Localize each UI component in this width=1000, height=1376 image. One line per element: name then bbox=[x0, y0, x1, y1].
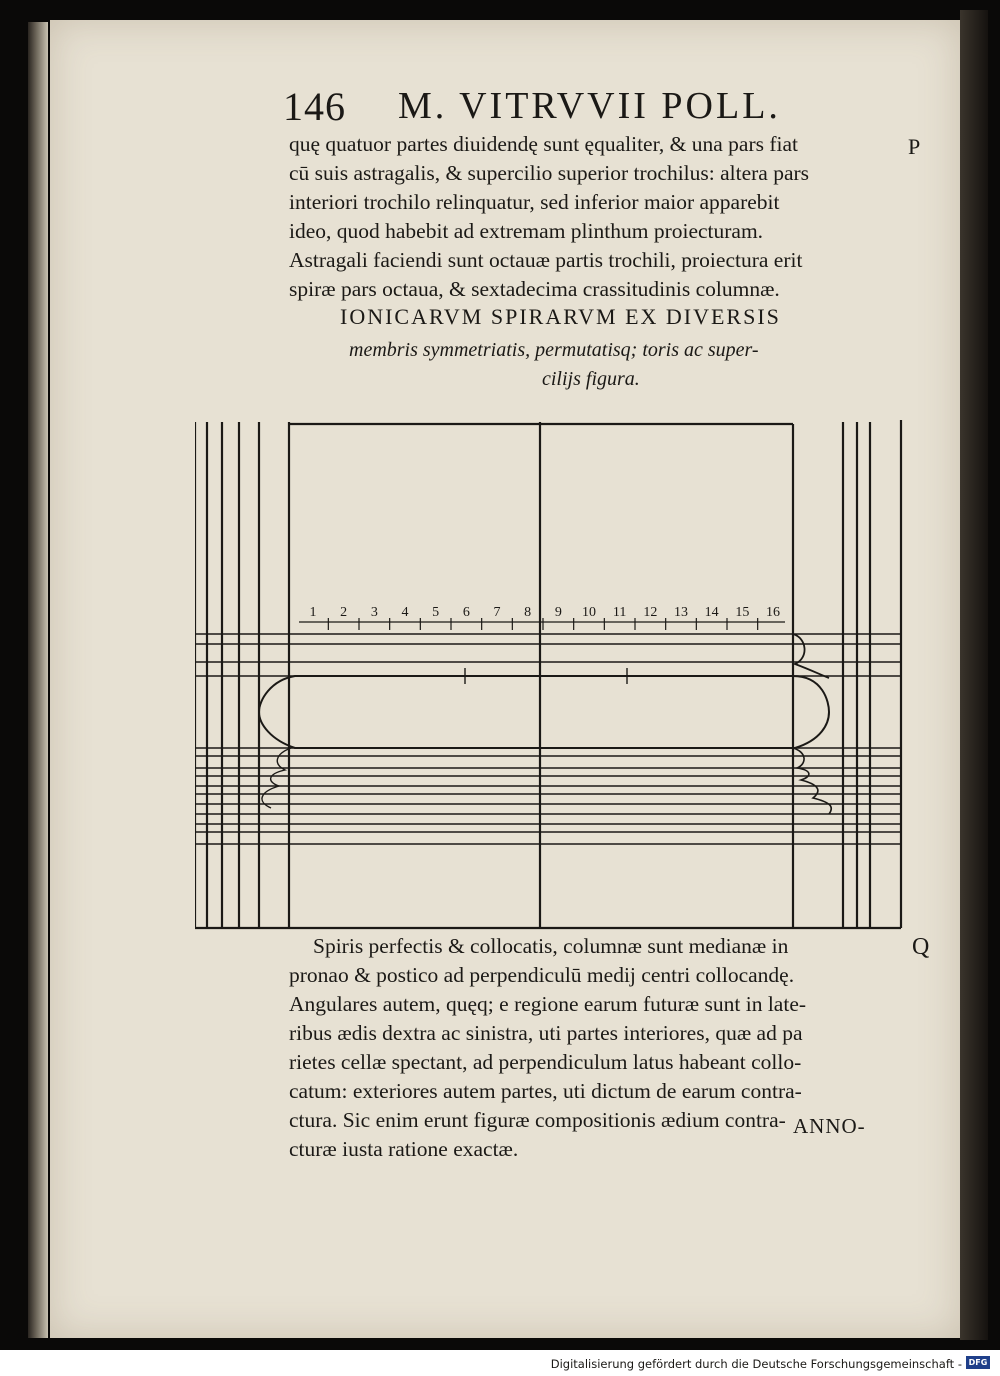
figure-caption-line: membris symmetriatis, permutatisq; toris ac super- bbox=[349, 339, 759, 361]
body-line: cū suis astragalis, & supercilio superior trochilus: altera pars bbox=[289, 161, 810, 185]
body-line: cturæ iusta ratione exactæ. bbox=[289, 1137, 519, 1161]
body-line: ribus ædis dextra ac sinistra, uti partes interiores, quæ ad pa bbox=[289, 1021, 803, 1045]
scale-label-13: 13 bbox=[674, 605, 688, 620]
scale-label-16: 16 bbox=[766, 605, 780, 620]
scale-label-7: 7 bbox=[493, 605, 501, 620]
ionic-base-diagram bbox=[195, 418, 903, 934]
body-line: quę quatuor partes diuidendę sunt ęqualiter, & una pars fiat bbox=[289, 132, 799, 156]
book-edge bbox=[960, 10, 988, 1340]
supercilium-profile bbox=[793, 634, 829, 678]
scale-label-8: 8 bbox=[524, 605, 532, 620]
body-line: ideo, quod habebit ad extremam plinthum proiecturam. bbox=[289, 219, 764, 243]
body-line: interiori trochilo relinquatur, sed inferior maior apparebit bbox=[289, 190, 780, 214]
scale-label-11: 11 bbox=[612, 605, 627, 620]
catchword: ANNO- bbox=[793, 1114, 866, 1138]
margin-letter-q: Q bbox=[912, 934, 930, 960]
scale-label-5: 5 bbox=[432, 605, 440, 620]
section-heading: IONICARVM SPIRARVM EX DIVERSIS bbox=[340, 304, 781, 329]
running-title: M. VITRVVII POLL. bbox=[398, 85, 781, 127]
scale-label-14: 14 bbox=[704, 605, 719, 620]
dfg-logo: DFG bbox=[966, 1356, 990, 1369]
body-line: ctura. Sic enim erunt figuræ compositionis ædium contra- bbox=[289, 1108, 786, 1132]
body-line: rietes cellæ spectant, ad perpendiculum latus habeant collo- bbox=[289, 1050, 802, 1074]
upper-torus bbox=[259, 676, 829, 748]
scale-label-9: 9 bbox=[554, 605, 562, 620]
scale-label-12: 12 bbox=[643, 605, 658, 620]
scale-label-3: 3 bbox=[370, 605, 378, 620]
page-spine-shadow bbox=[28, 22, 48, 1338]
body-line: Angulares autem, quęq; e regione earum futuræ sunt in late- bbox=[289, 992, 807, 1016]
astragal-profile-left bbox=[262, 748, 291, 808]
figure-caption-line: cilijs figura. bbox=[542, 368, 640, 390]
footer-credit: Digitalisierung gefördert durch die Deutsche Forschungsgemeinschaft - bbox=[550, 1357, 962, 1371]
scale-label-2: 2 bbox=[340, 605, 348, 620]
body-line: catum: exteriores autem partes, uti dictum de earum contra- bbox=[289, 1079, 802, 1103]
scale-label-10: 10 bbox=[582, 605, 596, 620]
scale-label-4: 4 bbox=[401, 605, 409, 620]
scale-label-1: 1 bbox=[309, 605, 317, 620]
body-line: pronao & postico ad perpendiculū medij centri collocandę. bbox=[289, 963, 795, 987]
body-line: Spiris perfectis & collocatis, columnæ sunt medianæ in bbox=[313, 934, 789, 958]
body-line: Astragali faciendi sunt octauæ partis trochili, proiectura erit bbox=[289, 248, 803, 272]
scale-label-15: 15 bbox=[735, 605, 750, 620]
margin-letter-p: P bbox=[908, 134, 921, 159]
page-number: 146 bbox=[283, 84, 346, 129]
scale-label-6: 6 bbox=[462, 605, 470, 620]
body-line: spiræ pars octaua, & sextadecima crassitudinis columnæ. bbox=[289, 277, 780, 301]
